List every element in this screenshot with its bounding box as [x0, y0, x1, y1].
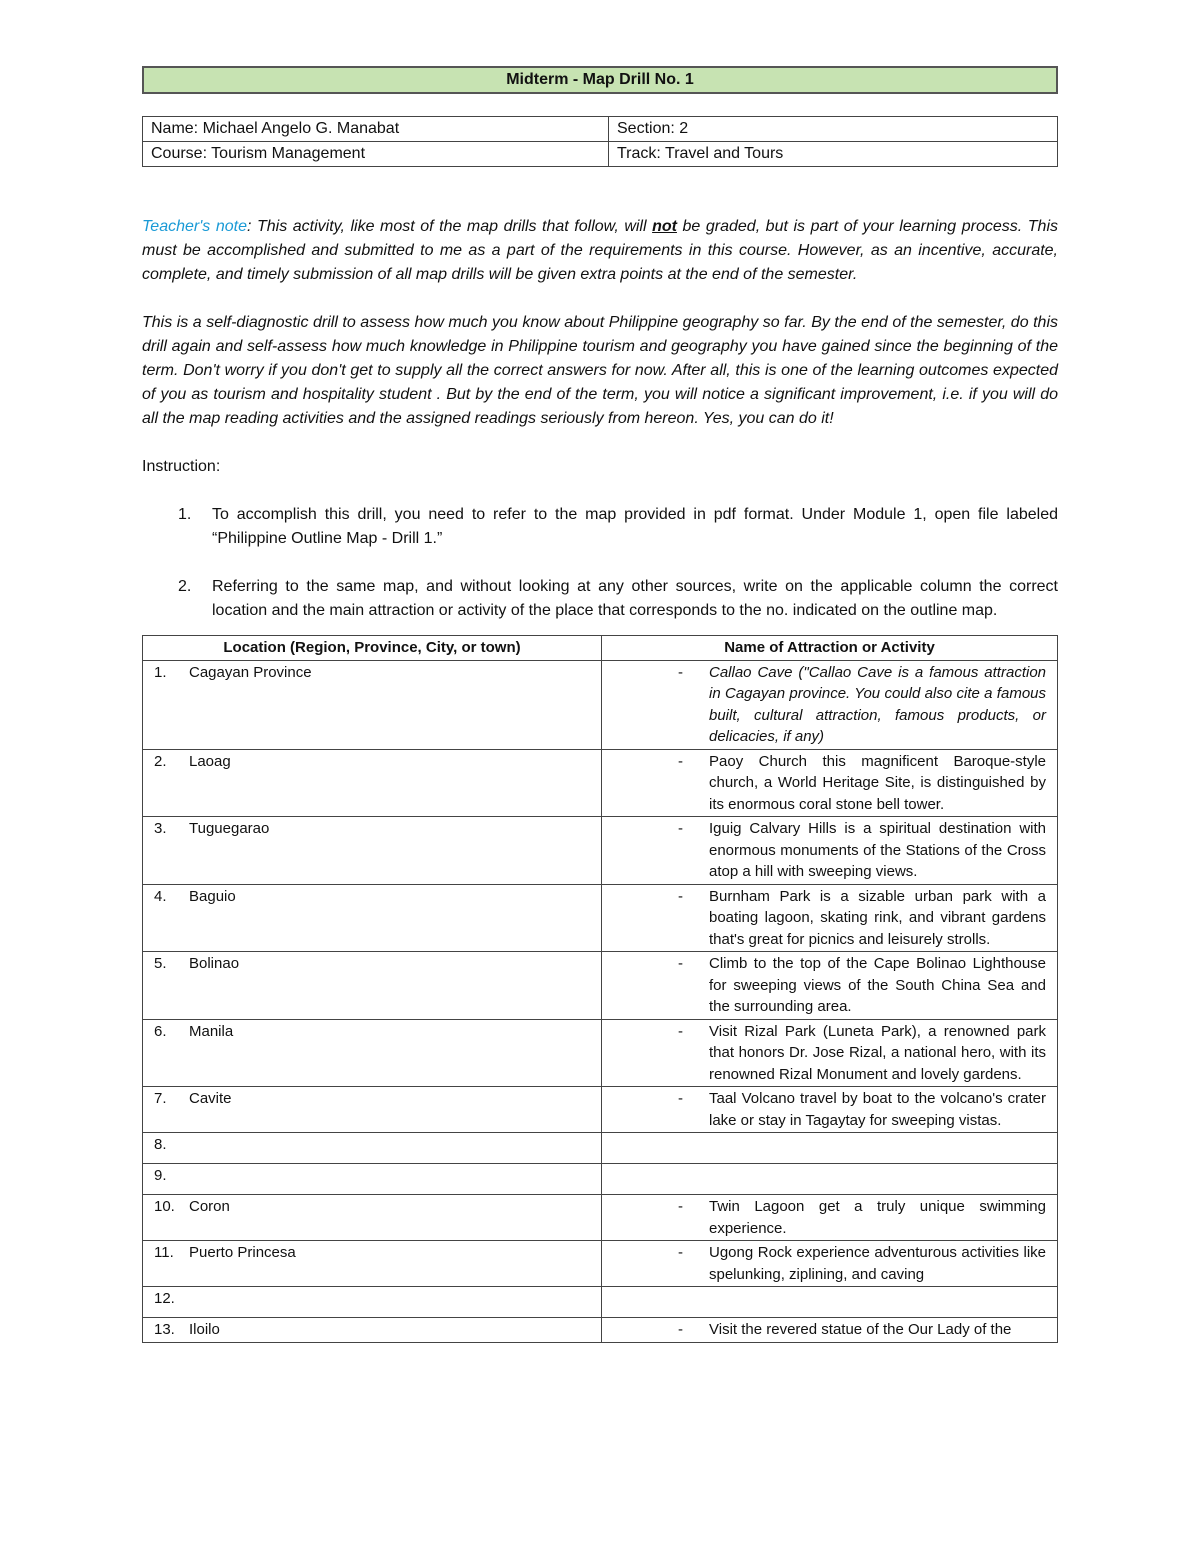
table-row [143, 1087, 1058, 1133]
instruction-text: To accomplish this drill, you need to refer to the map provided in pdf format. Under Module 1, open file labeled “Philippine Outline Map - Drill 1.” [212, 506, 1058, 547]
row-dash: - [678, 752, 683, 770]
student-name: Name: Michael Angelo G. Manabat [143, 117, 609, 142]
row-location: Iloilo [189, 1321, 220, 1338]
table-row [143, 1019, 1058, 1087]
row-number: 12. [154, 1290, 175, 1307]
row-attraction: Climb to the top of the Cape Bolinao Lighthouse for sweeping views of the South China Sea and the surrounding area. [709, 955, 1046, 1015]
note-text-a: : This activity, like most of the map drills that follow, will [246, 218, 653, 235]
row-attraction: Visit Rizal Park (Luneta Park), a renowned park that honors Dr. Jose Rizal, a national hero, with its renowned Rizal Monument and lovely gardens. [709, 1022, 1046, 1083]
row-number: 2. [154, 752, 167, 770]
row-attraction: Taal Volcano travel by boat to the volcano's crater lake or stay in Tagaytay for sweeping vistas. [709, 1090, 1046, 1129]
map-drill-table [142, 635, 1058, 1343]
row-number: 1. [154, 663, 167, 681]
document-title: Midterm - Map Drill No. 1 [142, 66, 1058, 94]
teachers-note [142, 215, 1058, 287]
row-dash: - [678, 663, 683, 681]
table-row [143, 1241, 1058, 1287]
row-dash: - [678, 1090, 683, 1107]
row-attraction: Ugong Rock experience adventurous activities like spelunking, ziplining, and caving [709, 1244, 1046, 1283]
instruction-item [142, 503, 1058, 551]
row-location: Manila [189, 1022, 234, 1040]
row-number: 11. [154, 1244, 174, 1261]
row-number: 9. [154, 1167, 167, 1184]
row-attraction: Visit the revered statue of the Our Lady of the [709, 1321, 1012, 1338]
header-location: Location (Region, Province, City, or town) [143, 636, 602, 661]
row-location: Puerto Princesa [189, 1244, 296, 1261]
row-location: Cagayan Province [189, 663, 312, 681]
header-attraction: Name of Attraction or Activity [602, 636, 1058, 661]
table-row [143, 1195, 1058, 1241]
row-number: 8. [154, 1136, 167, 1153]
row-dash: - [678, 955, 683, 972]
instruction-text: Referring to the same map, and without looking at any other sources, write on the applicable column the correct location and the main attraction or activity of the place that corresponds to the no. indicated on the outline map. [212, 578, 1058, 619]
table-row [143, 660, 1058, 749]
instruction-label: Instruction: [142, 458, 221, 475]
row-number: 3. [154, 820, 167, 837]
student-course: Course: Tourism Management [143, 142, 609, 167]
table-row [143, 1133, 1058, 1164]
row-number: 6. [154, 1022, 167, 1040]
student-info-table [142, 116, 1058, 167]
row-attraction: Iguig Calvary Hills is a spiritual destination with enormous monuments of the Stations of the Cross atop a hill with sweeping views. [709, 820, 1046, 880]
table-row [143, 817, 1058, 885]
row-attraction: Twin Lagoon get a truly unique swimming experience. [709, 1198, 1046, 1237]
student-section: Section: 2 [609, 117, 1058, 142]
row-dash: - [678, 820, 683, 837]
table-row [143, 1164, 1058, 1195]
table-row [143, 952, 1058, 1020]
table-row [143, 749, 1058, 817]
self-diagnostic-paragraph: This is a self-diagnostic drill to assess how much you know about Philippine geography so far. By the end of the semester, do this drill again and self-assess how much knowledge in Philippine tourism and geography you have gained since the beginning of the term. Don't worry if you don't get to supply all the correct answers for now. After all, this is one of the learning outcomes expected of you as tourism and hospitality student . But by the end of the term, you will notice a significant improvement, i.e. if you will do all the map reading activities and the assigned readings seriously from hereon. Yes, you can do it! [142, 314, 1058, 427]
row-number: 10. [154, 1198, 175, 1215]
row-dash: - [678, 1198, 683, 1215]
row-location: Baguio [189, 887, 236, 905]
instruction-item [142, 575, 1058, 623]
instruction-number: 2. [178, 578, 192, 595]
row-attraction: Paoy Church this magnificent Baroque-style church, a World Heritage Site, is distinguished by its enormous coral stone bell tower. [709, 752, 1046, 813]
document-page [142, 66, 1058, 1343]
instruction-list [142, 503, 1058, 623]
row-dash: - [678, 1022, 683, 1040]
row-number: 4. [154, 887, 167, 905]
row-number: 7. [154, 1090, 167, 1107]
table-row [143, 1318, 1058, 1343]
note-text-b: be graded, but is part of your learning process. This must be accomplished and submitted to me as a part of the requirements in this course. However, as an incentive, accurate, complete, and timely submission of all map drills will be given extra points at the end of the semester. [142, 218, 1059, 283]
table-row [143, 1287, 1058, 1318]
row-location: Laoag [189, 752, 231, 770]
row-attraction: Callao Cave ("Callao Cave is a famous attraction in Cagayan province. You could also cite a famous built, cultural attraction, famous products, or delicacies, if any) [709, 663, 1046, 745]
instruction-number: 1. [178, 506, 192, 523]
row-attraction: Burnham Park is a sizable urban park with a boating lagoon, skating rink, and vibrant gardens that's great for picnics and leisurely strolls. [709, 887, 1046, 948]
row-location: Cavite [189, 1090, 232, 1107]
row-dash: - [678, 1321, 683, 1338]
row-number: 13. [154, 1321, 175, 1338]
row-location: Bolinao [189, 955, 240, 972]
note-emphasis: not [652, 218, 677, 235]
row-location: Tuguegarao [189, 820, 270, 837]
teachers-note-label: Teacher's note [142, 218, 247, 235]
row-number: 5. [154, 955, 167, 972]
row-dash: - [678, 887, 683, 905]
row-dash: - [678, 1244, 683, 1261]
student-track: Track: Travel and Tours [609, 142, 1058, 167]
table-row [143, 884, 1058, 952]
row-location: Coron [189, 1198, 230, 1215]
